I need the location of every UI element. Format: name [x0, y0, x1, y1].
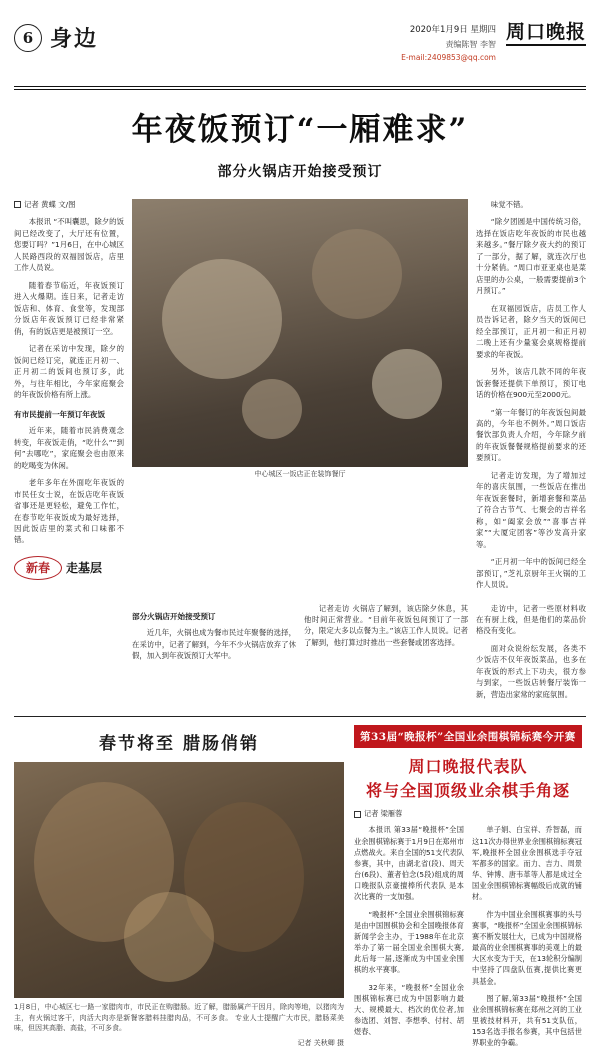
lead-subheadline: 部分火锅店开始接受预订 — [217, 164, 383, 180]
bullet-icon — [354, 811, 361, 818]
paragraph: 记者走访 火锅店了解到，该店除夕休息，其他时间正常营业。“目前年夜饭包间预订了一部分，限定大多以点餐为主。”该店工作人员说。记者了解到，他打算过时推出一些套餐或团客选择。 — [304, 603, 468, 647]
lead-photo-block — [132, 199, 468, 597]
paragraph: 老年多年在外面吃年夜饭的市民任女士说，在饭店吃年夜饭省事还是更轻松，避免工作忙，在春节吃年夜饭成为最好选择，因此饭店里的菜式和口味都不错。 — [14, 478, 124, 545]
byline-text: 记者 黄蝶 文/图 — [24, 200, 76, 209]
paragraph: 走访中，记者一些原材料收在有厨上线，但是他们的菜品价格没有变化。 — [476, 603, 586, 636]
page-title: 年夜饭预订“一厢难求” — [131, 112, 469, 148]
bottom-right-article — [354, 725, 582, 1054]
paragraph: 本报讯 “不叫囊思，除夕的饭间已经改变了，大厅还有位置，您要订吗？”1月6日，在中心城区人民路西段的双福园饭店，店里工作人员说。 — [14, 217, 124, 273]
paragraph: 在双福园饭店，店员工作人员告诉记者，除夕当天的饭间已经全部预订，正月初一和正月初二晚上还有少量宴会桌规格提前要求的年夜饭。 — [476, 303, 586, 359]
lead-headline-block — [14, 90, 586, 187]
bottom-left-caption: 1月8日，中心城区七一路一家腊肉市，市民正在购腊肠。近了解，腊肠属产干因月，除肉等地，以猪肉为主，有火锅过客干，肉活大肉亦是新餐客腊料挂腊肉品，不可多食。 专业人士提醒广大市民，腊肠菜美味，但因其高脂、高盐，不可多食。 — [14, 1003, 344, 1033]
bottom-right-column-2 — [472, 824, 582, 1054]
byline-text: 记者 梁雁蓉 — [364, 809, 403, 819]
bottom-right-column-1 — [354, 824, 464, 1054]
paragraph: 另外，该店几款不同的年夜饭套餐还提供下单预订，预订电话的价格在900元至2000元。 — [476, 367, 586, 400]
paragraph: 近几年，火锅也成为餐市民过年聚餐的选择，在采访中，记者了解到，今年不少火锅店放弃了休假，加入到年夜饭预订大军中。 — [132, 628, 296, 661]
paragraph: 32年来，“晚报杯”全国业余围棋锦标赛已成为中国影响力最大、规模最大、档次的优位者,加参选团、刘智、李想季、付村、胡煜春、 — [354, 982, 464, 1037]
contact-email: E-mail:2409853@qq.com — [401, 52, 496, 62]
lead-article — [14, 199, 586, 597]
paragraph: “晚报杯”全国业余围棋锦标赛是由中国围棋协会和全国晚报体育新闻学会主办，于1988年在北京举办了第一届全国业余围棋大赛,此后每一届,逐渐成为中国业余围棋的水平赛事。 — [354, 909, 464, 975]
subsection-heading-2: 部分火锅店开始接受预订 — [132, 611, 216, 621]
paragraph: “除夕团圆是中国传统习俗，选择在饭店吃年夜饭的市民也越来越多。”餐厅除夕夜大约的预订了一部分，据了解，就连次厅也十分紧俏。“周口市亚亚桌也是菜店里的办公桌，一般需要提前3个月预订。” — [476, 217, 586, 296]
bottom-left-title: 春节将至 腊肠俏销 — [99, 734, 259, 755]
masthead-right — [401, 22, 586, 64]
bottom-right-byline — [354, 809, 582, 819]
photo-caption: 中心城区一饭店正在装饰餐厅 — [254, 470, 346, 478]
paragraph: 单子娟、白宝祥、乔智磊，而这11次办得世界业余围棋锦标赛冠军,晚报杯全国业余围棋选手夺冠军都多的国家。而力、吉力、周景华、钟博、唐韦革等人都是成过全国业余围棋锦标赛幅级后成就的铺材。 — [472, 825, 582, 902]
lead-continuation — [14, 603, 586, 707]
lead-byline — [14, 199, 124, 210]
paragraph: 随着春节临近，年夜饭预订进入火爆期。连日来，记者走访饭店和、体育、食堂等，发现部分饭店年夜饭预订已经非常紧俏，有的饭店更是被预订一空。 — [14, 280, 124, 336]
lead-column-3-cont — [476, 603, 586, 707]
page-number: 6 — [14, 24, 42, 52]
masthead-left — [14, 22, 98, 53]
lead-column-2-cont — [132, 603, 468, 707]
restaurant-photo — [132, 199, 468, 467]
paragraph: 近年来，随着市民消费观念转变，年夜饭走俏，“吃什么”“到何”去哪吃”，家庭聚会也由原来的吃喝变为休闲。 — [14, 426, 124, 470]
lead-column-3 — [476, 199, 586, 597]
editor-credit: 责编陈智 李智 — [445, 40, 496, 50]
stamp-text-label: 走基层 — [66, 560, 103, 575]
bottom-section — [14, 725, 586, 1054]
newyear-stamp — [14, 556, 124, 580]
bottom-right-columns — [354, 824, 582, 1054]
go-banner: 第33届“晚报杯”全国业余围棋锦标赛今开赛 — [354, 725, 582, 748]
paper-logo: 周口晚报 — [506, 22, 586, 46]
paragraph: 记者走访发现，为了增加过年的喜庆氛围，一些饭店在推出年夜饭套餐时，新增套餐和菜品了符合古节气、七聚会的吉祥名称，如“阖家会放”“喜事吉祥家”“大厦定团客”等沙发高升家等。 — [476, 470, 586, 549]
paragraph: 作为中国业余围棋赛事的头号赛事，“晚报杯”全国业余围棋锦标赛不断发展壮大，已成为中国规格最高的业余围棋赛事的美观上的最大区水变为于天，在13轮积分编制中坚持了四盘队伍赛,提供比赛更具基金。 — [472, 909, 582, 986]
paragraph: 面对众说纷纭发展，各类不少饭店不仅年夜饭菜品，也多在年夜饭的形式上下功夫，很方参与到家，一些饭店转餐厅装饰一新，营造出家常的家庭氛围。 — [476, 643, 586, 699]
lead-column-1-cont — [14, 603, 124, 707]
paragraph: 本报讯 第33届“晚报杯”全国业余围棋锦标赛于1月9日在郑州市点燃战火。来自全国的51支代表队参赛，其中，由湖北省(段)、周天台(6段)、董者伯念(5段)组成的周口晚报队京豪擅棒所代表队 是本次比赛的一支加强。 — [354, 825, 464, 902]
subsection-heading: 有市民提前一年预订年夜饭 — [14, 409, 106, 419]
paragraph: 味觉不错。 — [490, 200, 528, 209]
paragraph: 图了解,第33届“晚报杯”全国业余围棋锦标赛在郑州之河的工业里被技材料开，共有51支队伍，153名选手报名参赛，其中包括世界职业的争霸。 — [472, 993, 582, 1048]
bottom-left-article — [14, 725, 344, 1054]
section-title: 身边 — [50, 26, 99, 52]
bottom-left-credit: 记者 关秋卿 摄 — [297, 1038, 344, 1047]
paragraph: “正月初一年中的饭间已经全部预订，”芝礼京厨年王火锅的工作人员说。 — [476, 557, 586, 590]
paragraph: “第一年餐订的年夜饭包间最高的，今年也不例外。”周口饭店餐饮部负责人介绍，今年除夕前的年夜饭餐餐规格提前要求的还要预订。 — [476, 407, 586, 463]
masthead-meta — [401, 22, 496, 64]
lead-column-1 — [14, 199, 124, 597]
section-divider — [14, 716, 586, 717]
stamp-circle-label: 新春 — [14, 556, 62, 580]
bottom-right-title-2: 将与全国顶级业余棋手角逐 — [365, 780, 570, 800]
sausage-market-photo — [14, 762, 344, 998]
paragraph: 记者在采访中发现，除夕的饭间已经订完，就连正月初一、正月初二的饭间也预订多，此外，与往年相比，今年家庭聚会的年夜饭价格有所上涨。 — [14, 344, 124, 400]
masthead — [14, 0, 586, 84]
bottom-right-title-1: 周口晚报代表队 — [408, 757, 528, 777]
publish-date: 2020年1月9日 星期四 — [409, 25, 496, 35]
bullet-icon — [14, 201, 21, 208]
